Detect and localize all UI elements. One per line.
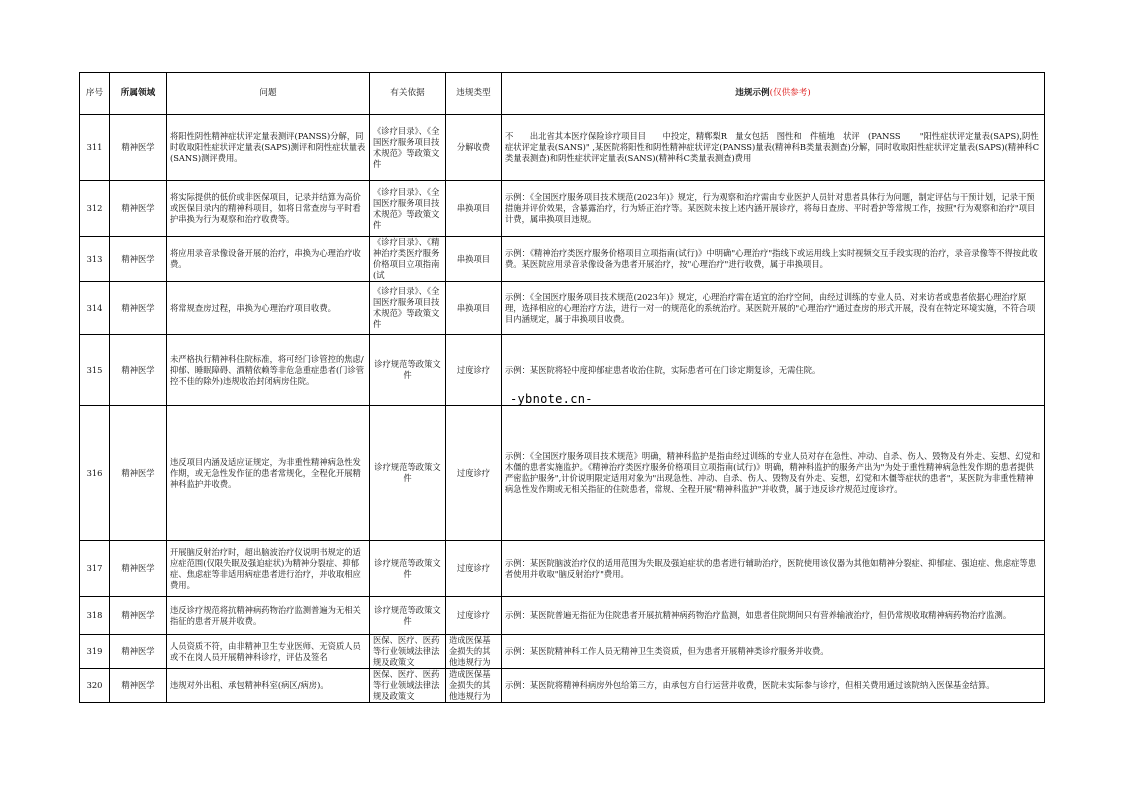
row-no: 311 [80, 115, 110, 181]
row-problem: 违反项目内涵及适应证规定，为非重性精神病急性发作期，或无急性发作征的患者常规化，全程化开展精神科监护并收费。 [167, 406, 370, 541]
row-field: 精神医学 [110, 406, 167, 541]
row-basis: 诊疗规范等政策文件 [370, 335, 446, 406]
row-field: 精神医学 [110, 282, 167, 335]
row-type: 过度诊疗 [446, 597, 502, 635]
row-field: 精神医学 [110, 541, 167, 597]
table-row [80, 541, 1045, 597]
row-basis: 诊疗规范等政策文件 [370, 597, 446, 635]
watermark: -ybnote.cn- [510, 392, 593, 406]
table-row [80, 115, 1045, 181]
header-example [502, 73, 1045, 115]
header-basis: 有关依据 [370, 73, 446, 115]
row-example: 示例：某医院精神科工作人员无精神卫生类资质，但为患者开展精神类诊疗服务并收费。 [502, 635, 1045, 669]
row-example: 示例：《全国医疗服务项目技术规范(2023年)》规定，心理治疗需在适宜的治疗空间，由经过训练的专业人员、对来访者或患者依据心理治疗原理，选择相应的心理治疗方法，进行一对一的规范化的系统治疗。某医院开展的"心理治疗"通过查房的形式开展，没有在特定环境实施，不符合项目内涵规定，属于串换项目收费。 [502, 282, 1045, 335]
row-field: 精神医学 [110, 237, 167, 282]
header-problem: 问题 [167, 73, 370, 115]
row-example: 示例：某医院将精神科病房外包给第三方，由承包方自行运营并收费，医院未实际参与诊疗，但相关费用通过该院纳入医保基金结算。 [502, 669, 1045, 703]
header-type: 违规类型 [446, 73, 502, 115]
row-no: 320 [80, 669, 110, 703]
row-basis: 诊疗规范等政策文件 [370, 406, 446, 541]
row-no: 317 [80, 541, 110, 597]
regulation-table [79, 72, 1045, 703]
row-no: 312 [80, 181, 110, 237]
row-type: 串换项目 [446, 237, 502, 282]
row-problem: 将阳性阴性精神症状评定量表测评(PANSS)分解，同时收取阳性症状评定量表(SAPS)测评和阴性症状量表(SANS)测评费用。 [167, 115, 370, 181]
row-no: 313 [80, 237, 110, 282]
row-no: 315 [80, 335, 110, 406]
row-type: 串换项目 [446, 181, 502, 237]
row-no: 319 [80, 635, 110, 669]
row-problem: 将应用录音录像设备开展的治疗，串换为心理治疗收费。 [167, 237, 370, 282]
header-example-label: 违规示例 [735, 88, 770, 98]
row-problem: 未严格执行精神科住院标准，将可经门诊管控的焦虑/抑郁、睡眠障碍、酒精依赖等非危急重症患者(门诊管控不佳的除外)违规收治封闭病房住院。 [167, 335, 370, 406]
row-basis: 《诊疗目录》、《全国医疗服务项目技术规范》等政策文件 [370, 181, 446, 237]
row-field: 精神医学 [110, 669, 167, 703]
table-row [80, 181, 1045, 237]
row-type: 过度诊疗 [446, 406, 502, 541]
row-basis: 诊疗规范等政策文件 [370, 541, 446, 597]
row-basis: 医保、医疗、医药等行业领域法律法规及政策文 [370, 669, 446, 703]
header-example-hint: (仅供参考) [769, 88, 811, 98]
row-basis: 《诊疗目录》、《精神治疗类医疗服务价格项目立项指南(试 [370, 237, 446, 282]
row-problem: 违规对外出租、承包精神科室(病区/病房)。 [167, 669, 370, 703]
row-field: 精神医学 [110, 115, 167, 181]
row-field: 精神医学 [110, 181, 167, 237]
row-example: 示例：《全国医疗服务项目技术规范》明确，精神科监护是指由经过训练的专业人员对存在急性、冲动、自杀、伤人、毁物及有外走、妄想、幻觉和木僵的患者实施监护。《精神治疗类医疗服务价格项目立项指南(试行)》明确，精神科监护的服务产出为"为处于重性精神病急性发作期的患者提供严密监护服务",计价说明限定适用对象为"出现急性、冲动、自杀、伤人、毁物及有外走、妄想，幻觉和木僵等症状的患者"，某医院为非重性精神病急性发作期或无相关指征的住院患者，常规、全程开展"精神科监护"并收费，属于违反诊疗规范过度诊疗。 [502, 406, 1045, 541]
row-basis: 医保、医疗、医药等行业领域法律法规及政策文 [370, 635, 446, 669]
row-type: 过度诊疗 [446, 335, 502, 406]
row-no: 314 [80, 282, 110, 335]
row-problem: 人员资质不符，由非精神卫生专业医师、无资质人员或不在岗人员开展精神科诊疗，评估及签名 [167, 635, 370, 669]
header-row [80, 73, 1045, 115]
row-basis: 《诊疗目录》、《全国医疗服务项目技术规范》等政策文件 [370, 115, 446, 181]
row-type: 串换项目 [446, 282, 502, 335]
row-no: 318 [80, 597, 110, 635]
header-field: 所属领域 [110, 73, 167, 115]
row-problem: 将实际提供的低价或非医保项目，记录并结算为高价或医保目录内的精神科项目，如将日常查房与平时看护串换为行为观察和治疗收费等。 [167, 181, 370, 237]
table-row [80, 635, 1045, 669]
row-example: 示例：《全国医疗服务项目技术规范(2023年)》规定，行为观察和治疗需由专业医护人员针对患者具体行为问题，制定评估与干预计划，记录干预措施并评价效果，含暴露治疗，行为矫正治疗等。某医院未按上述内涵开展诊疗，将每日查房、平时看护等常规工作，按照"行为观察和治疗"项目计费，属串换项目违规。 [502, 181, 1045, 237]
row-basis: 《诊疗目录》、《全国医疗服务项目技术规范》等政策文件 [370, 282, 446, 335]
row-example: 示例：某医院脑波治疗仪的适用范围为失眠及强迫症状的患者进行辅助治疗，医院使用该仪器为其他如精神分裂症、抑郁症、强迫症、焦虑症等患者使用并收取"脑反射治疗"费用。 [502, 541, 1045, 597]
row-field: 精神医学 [110, 597, 167, 635]
row-example: 示例：某医院将轻中度抑郁症患者收治住院，实际患者可在门诊定期复诊，无需住院。 [502, 335, 1045, 406]
row-example: 不 出北省其本医疗保险诊疗项目目 中投定，精郸梨R 量女包括 图性和 件植地 状评 (PANSS "阳性症状评定量表(SAPS),阴性症状评定量表(SANS)" ,某医院将阳性和阴性精神症状评定(PANSS)量表(精神科B类量表测查)分解，同时收取阳性症状评定量表(SAPS)(精神科C类量表测查)和阴性症状评定量表(SANS)(精神科C类量表测查)费用 [502, 115, 1045, 181]
table-row [80, 237, 1045, 282]
table-row [80, 406, 1045, 541]
row-field: 精神医学 [110, 335, 167, 406]
row-no: 316 [80, 406, 110, 541]
table-row [80, 669, 1045, 703]
header-no: 序号 [80, 73, 110, 115]
row-type: 分解收费 [446, 115, 502, 181]
table-row [80, 597, 1045, 635]
row-type: 造成医保基金损失的其他违规行为 [446, 635, 502, 669]
row-type: 过度诊疗 [446, 541, 502, 597]
row-example: 示例：《精神治疗类医疗服务价格项目立项指南(试行)》中明确"心理治疗"指线下或运用线上实时视频交互手段实现的治疗，录音录像等不得按此收费。某医院应用录音录像设备为患者开展治疗，按"心理治疗"进行收费，属于串换项目。 [502, 237, 1045, 282]
row-problem: 开展脑反射治疗时，超出脑波治疗仪说明书规定的适应症范围(仅限失眠及强迫症状)为精神分裂症、抑郁症、焦虑症等非适用病症患者进行治疗，并收取相应费用。 [167, 541, 370, 597]
table-row [80, 282, 1045, 335]
row-field: 精神医学 [110, 635, 167, 669]
row-type: 造成医保基金损失的其他违规行为 [446, 669, 502, 703]
row-problem: 违反诊疗规范将抗精神病药物治疗监测普遍为无相关指征的患者开展并收费。 [167, 597, 370, 635]
row-example: 示例：某医院普遍无指征为住院患者开展抗精神病药物治疗监测，如患者住院期间只有营养输液治疗，但仍常规收取精神病药物治疗监测。 [502, 597, 1045, 635]
row-problem: 将常规查房过程，串换为心理治疗项目收费。 [167, 282, 370, 335]
